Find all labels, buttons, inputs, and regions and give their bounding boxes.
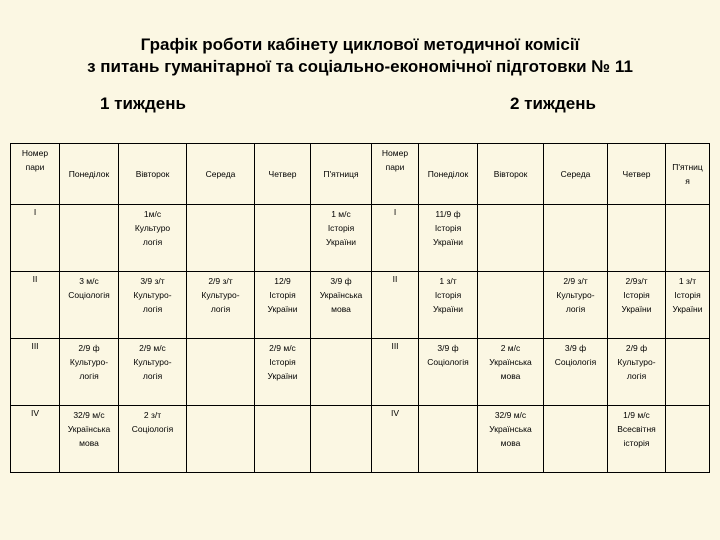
schedule-cell: 1м/с Культуро логія (119, 205, 187, 272)
schedule-cell (60, 205, 119, 272)
schedule-cell (187, 406, 255, 473)
schedule-cell: 2/9з/т Історія України (608, 272, 666, 339)
header-tuesday-2: Вівторок (478, 144, 544, 205)
header-row (11, 144, 710, 205)
pair-number-2: I (372, 205, 419, 272)
schedule-cell: 1 з/т Історія України (419, 272, 478, 339)
week-1-label: 1 тиждень (100, 94, 186, 113)
schedule-cell (478, 272, 544, 339)
schedule-cell: 2/9 з/т Культуро- логія (187, 272, 255, 339)
pair-number: II (11, 272, 60, 339)
schedule-cell (666, 205, 710, 272)
schedule-cell (544, 205, 608, 272)
header-monday: Понеділок (60, 144, 119, 205)
schedule-cell: 11/9 ф Історія України (419, 205, 478, 272)
schedule-cell: 2/9 м/с Історія України (255, 339, 311, 406)
header-wednesday: Середа (187, 144, 255, 205)
table-row (11, 272, 710, 339)
header-pair-number: Номер пари (11, 144, 60, 205)
header-thursday-2: Четвер (608, 144, 666, 205)
schedule-cell: 2 м/с Українська мова (478, 339, 544, 406)
schedule-cell: 32/9 м/с Українська мова (478, 406, 544, 473)
title-line-1: Графік роботи кабінету циклової методичної комісії (140, 35, 580, 54)
schedule-cell (666, 406, 710, 473)
table-row (11, 205, 710, 272)
schedule-cell: 3/9 ф Соціологія (544, 339, 608, 406)
pair-number: IV (11, 406, 60, 473)
schedule-cell: 1/9 м/с Всесвітня історія (608, 406, 666, 473)
schedule-cell: 3/9 ф Соціологія (419, 339, 478, 406)
header-tuesday: Вівторок (119, 144, 187, 205)
schedule-cell: 2/9 з/т Культуро- логія (544, 272, 608, 339)
schedule-cell: 3/9 з/т Культуро- логія (119, 272, 187, 339)
schedule-cell (666, 339, 710, 406)
schedule-cell: 1 м/с Історія України (311, 205, 372, 272)
schedule-cell (608, 205, 666, 272)
header-thursday: Четвер (255, 144, 311, 205)
header-wednesday-2: Середа (544, 144, 608, 205)
header-friday-2: П'ятниц я (666, 144, 710, 205)
header-monday-2: Понеділок (419, 144, 478, 205)
schedule-cell: 2 з/т Соціологія (119, 406, 187, 473)
schedule-cell (255, 205, 311, 272)
pair-number: I (11, 205, 60, 272)
schedule-cell (478, 205, 544, 272)
header-pair-number-2: Номер пари (372, 144, 419, 205)
schedule-cell (419, 406, 478, 473)
schedule-cell: 12/9 Історія України (255, 272, 311, 339)
table-row (11, 339, 710, 406)
schedule-table (10, 143, 710, 473)
schedule-cell (187, 205, 255, 272)
schedule-cell: 2/9 м/с Культуро- логія (119, 339, 187, 406)
schedule-cell: 32/9 м/с Українська мова (60, 406, 119, 473)
pair-number-2: II (372, 272, 419, 339)
schedule-cell: 2/9 ф Культуро- логія (608, 339, 666, 406)
pair-number-2: IV (372, 406, 419, 473)
schedule-cell: 1 з/т Історія України (666, 272, 710, 339)
schedule-cell (544, 406, 608, 473)
pair-number-2: III (372, 339, 419, 406)
week-2-label: 2 тиждень (510, 94, 596, 113)
table-row (11, 406, 710, 473)
header-friday: П'ятниця (311, 144, 372, 205)
schedule-cell: 2/9 ф Культуро- логія (60, 339, 119, 406)
title-line-2: з питань гуманітарної та соціально-економічної підготовки № 11 (87, 57, 633, 76)
schedule-cell: 3 м/с Соціологія (60, 272, 119, 339)
schedule-cell (255, 406, 311, 473)
document-title (0, 34, 720, 78)
schedule-cell (311, 406, 372, 473)
pair-number: III (11, 339, 60, 406)
schedule-cell (311, 339, 372, 406)
schedule-cell (187, 339, 255, 406)
schedule-cell: 3/9 ф Українська мова (311, 272, 372, 339)
